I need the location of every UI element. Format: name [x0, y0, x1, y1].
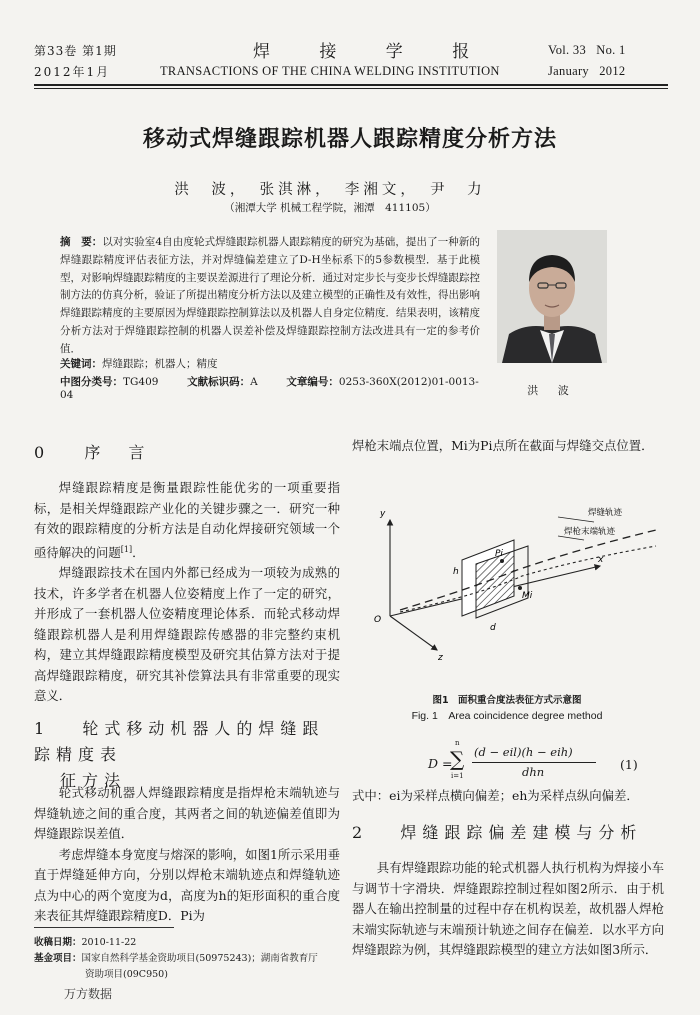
- right-top-text: 焊枪末端点位置，Mi为Pi点所在截面与焊缝交点位置．: [352, 438, 654, 453]
- header-date-cn: 2012年1月: [34, 65, 111, 79]
- clc-value: TG409: [123, 376, 159, 388]
- footnote-received: [34, 934, 136, 948]
- clc-label: 中图分类号：: [60, 376, 123, 388]
- figure-1: [352, 498, 664, 688]
- section-2-paragraphs: [352, 858, 664, 961]
- abstract-label: 摘 要：: [60, 236, 103, 248]
- right-top-paragraph: [352, 436, 664, 457]
- header-issue-cn: 第33卷 第1期: [34, 44, 117, 58]
- intro-ref: [1]: [120, 544, 133, 554]
- section-1-title-line1: 轮式移动机器人的焊缝跟踪精度表: [34, 719, 325, 764]
- classification: [60, 374, 490, 401]
- section-0-title: 序 言: [84, 443, 151, 462]
- equation-note-text: 式中：ei为采样点横向偏差；eh为采样点纵向偏差．: [352, 788, 639, 803]
- fund-line-1: 国家自然科学基金资助项目(50975243)；湖南省教育厅: [81, 953, 318, 964]
- received-date: 2010-11-22: [81, 937, 137, 948]
- section-2-paragraph-1: 具有焊缝跟踪功能的轮式机器人执行机构为焊接小车与调节十字滑块．焊缝跟踪控制过程如图2所示．由于机器人在输出控制量的过程中存在机构误差，故机器人焊枪末端实际轨迹与末端预计轨迹之间存在偏差．以水平方向焊缝跟踪为例，其焊缝跟踪模型的建立方法如图3所示．: [352, 860, 664, 957]
- y-axis-label: y: [380, 509, 386, 519]
- figure-1-caption-cn: 图1 面积重合度法表征方式示意图: [432, 695, 582, 706]
- section-1-num: 1: [34, 719, 51, 738]
- equation-note: [352, 786, 664, 807]
- eq-denominator: dhn: [522, 765, 545, 779]
- x-axis-label: x: [598, 555, 604, 565]
- intro-paragraph-1: [34, 478, 340, 563]
- intro-paragraph-2: 焊缝跟踪技术在国内外都已经成为一项较为成熟的技术，许多学者在机器人位姿精度上作了一定的研究，并形成了一套机器人位姿精度理论体系．而轮式移动焊缝跟踪机器人是利用焊缝跟踪传感器的非完整约束机构，建立其焊缝跟踪精度模型及研究其估算方法对于提高焊缝跟踪精度，研究其补偿算法具有非常重要的现实意义．: [34, 565, 340, 704]
- eq-numerator: (d − eil)(h − eih): [474, 745, 573, 759]
- section-0-heading: [34, 440, 150, 463]
- p-label: Pi: [495, 549, 503, 559]
- intro-paragraph-1-end: ．: [132, 544, 145, 560]
- origin-label: O: [374, 615, 382, 625]
- art-value: 0253-360X(2012)01-0013-04: [60, 376, 479, 401]
- equation-1: [428, 739, 608, 782]
- header-journal-en: TRANSACTIONS OF THE CHINA WELDING INSTITUTION: [160, 64, 500, 78]
- abstract: [60, 234, 480, 359]
- eq-lhs: D =: [428, 756, 453, 771]
- eq-fraction-bar: [472, 762, 596, 763]
- section-2-heading: [352, 820, 642, 843]
- keywords-label: 关键词：: [60, 358, 102, 370]
- point-p: [500, 559, 504, 563]
- header-journal-cn: 焊 接 学 报: [253, 42, 492, 62]
- figure-1-caption-en: Fig. 1 Area coincidence degree method: [411, 710, 603, 722]
- sum-icon: ∑: [450, 747, 465, 771]
- footnote-fund: [34, 950, 318, 964]
- header-rule-thin: [34, 88, 668, 89]
- legend-seam: 焊缝轨迹: [588, 508, 623, 518]
- intro-paragraphs: [34, 478, 340, 707]
- section-1-paragraph-1: 轮式移动机器人焊缝跟踪精度是指焊枪末端轨迹与焊缝轨迹之间的重合度，其两者之间的轨迹偏差值即为焊缝跟踪误差值．: [34, 785, 340, 841]
- photo-caption: 洪 波: [527, 384, 577, 397]
- fund-label: 基金项目：: [34, 953, 82, 964]
- section-1-paragraph-2: 考虑焊缝本身宽度与熔深的影响，如图1所示采用垂直于焊缝延伸方向，分别以焊枪末端轨迹点和焊缝轨迹点为中心的两个宽度为d，高度为h的矩形面积的重合度来表征其焊缝跟踪精度D．Pi为: [34, 846, 340, 923]
- art-label: 文章编号：: [286, 376, 339, 388]
- header-rule: [34, 84, 668, 86]
- section-1-paragraphs: [34, 783, 340, 927]
- equation-number: (1): [620, 757, 638, 772]
- section-2-num: 2: [352, 823, 369, 842]
- keywords-text: 焊缝跟踪；机器人；精度: [102, 358, 218, 370]
- fund-line-2: 资助项目(09C950): [85, 969, 168, 980]
- authors: 洪 波， 张淇淋， 李湘文， 尹 力: [174, 182, 486, 198]
- footnote-rule: [34, 927, 174, 928]
- section-1-title-line2: 征方法: [60, 771, 127, 790]
- m-label: Mi: [522, 591, 533, 601]
- watermark: 万方数据: [64, 987, 113, 1001]
- doc-label: 文献标识码：: [187, 376, 251, 388]
- legend-torch: 焊枪末端轨迹: [564, 527, 616, 537]
- section-2-title: 焊缝跟踪偏差建模与分析: [400, 823, 643, 842]
- received-label: 收稿日期：: [34, 937, 82, 948]
- z-axis-label: z: [438, 653, 443, 663]
- h-label: h: [453, 567, 459, 577]
- z-axis: [390, 616, 437, 650]
- paper-title: 移动式焊缝跟踪机器人跟踪精度分析方法: [142, 127, 557, 152]
- keywords: [60, 356, 490, 371]
- intro-paragraph-1-text: 焊缝跟踪精度是衡量跟踪性能优劣的一项重要指标，是相关焊缝跟踪产业化的关键步骤之一．研究一种有效的跟踪精度的分析方法是自动化焊接研究领域一个亟待解决的问题: [34, 480, 340, 560]
- section-0-num: 0: [34, 443, 51, 462]
- header-vol-en: Vol. 33 No. 1: [548, 43, 626, 57]
- affiliation: （湘潭大学 机械工程学院，湘潭 411105）: [224, 202, 436, 214]
- point-m: [518, 586, 522, 590]
- abstract-text: 以对实验室4自由度轮式焊缝跟踪机器人跟踪精度的研究为基础，提出了一种新的焊缝跟踪精度评估表征方法，并对焊缝偏差建立了D-H坐标系下的5参数模型．基于此模型，对影响焊缝跟踪精度的主要误差源进行了理论分析．通过对定步长与变步长焊缝跟踪控制方法的仿真分析，验证了所提出精度分析方法以及建立模型的正确性及有效性，得出影响焊缝跟踪精度的主要原因为焊缝跟踪控制算法以及机器人自身定位精度．结果表明，该精度分析方法对于焊缝跟踪控制的机器人误差补偿及焊缝跟踪控制方法改进具有一定的参考价值．: [60, 236, 481, 355]
- eq-sum-top: n: [455, 739, 460, 747]
- author-photo: [497, 230, 607, 363]
- doc-value: A: [250, 376, 258, 388]
- d-label: d: [490, 623, 496, 633]
- eq-sum-bottom: i=1: [451, 772, 464, 780]
- header-date-en: January 2012: [548, 64, 626, 78]
